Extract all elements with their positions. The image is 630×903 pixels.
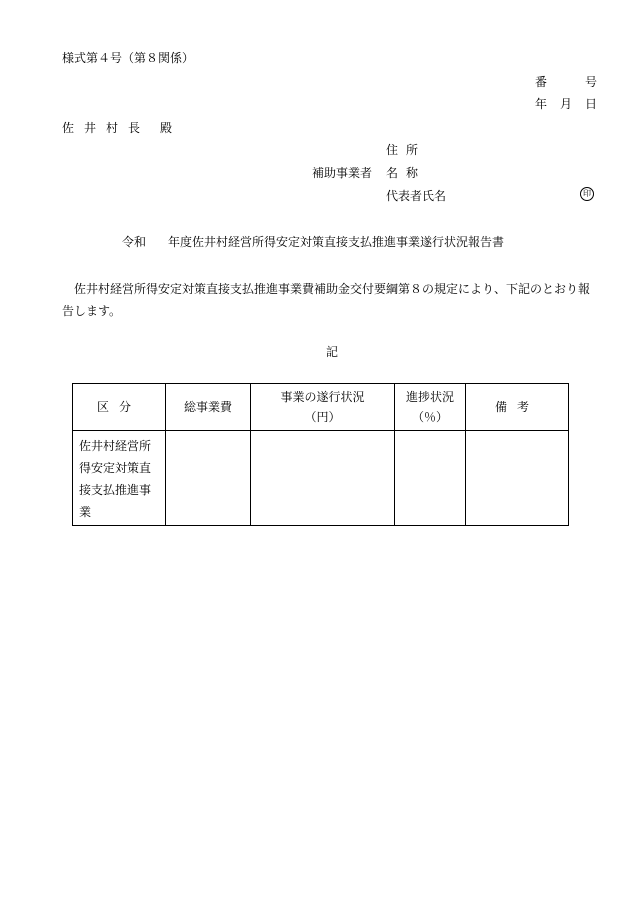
- cell-category: [73, 431, 166, 526]
- header-remarks: 備考: [466, 384, 569, 431]
- applicant-name-label: 名称: [386, 166, 427, 180]
- date-year: 年: [535, 97, 548, 111]
- title-text: 年度佐井村経営所得安定対策直接支払推進事業遂行状況報告書: [168, 235, 505, 249]
- header-progress-line2: （円）: [304, 410, 341, 424]
- category-line: 佐井村経営所: [79, 439, 152, 453]
- seal-mark: 印: [580, 187, 594, 201]
- cell-progress[interactable]: [251, 431, 395, 526]
- header-category: 区分: [73, 384, 166, 431]
- category-line: 接支払推進事: [79, 483, 152, 497]
- representative-label: 代表者氏名: [386, 189, 447, 203]
- document-title: [122, 236, 504, 248]
- header-progress-line1: 事業の遂行状況: [280, 390, 365, 404]
- date-month: 月: [559, 97, 572, 111]
- addressee: [62, 122, 172, 134]
- cell-remarks[interactable]: [466, 431, 569, 526]
- document-number-label: 番: [535, 75, 548, 89]
- document-date: [535, 98, 597, 110]
- document-number: [535, 76, 597, 88]
- addressee-honorific: 殿: [160, 121, 173, 135]
- form-number: 様式第４号（第８関係）: [62, 51, 195, 65]
- table-row: [73, 431, 569, 526]
- cell-progress-rate[interactable]: [395, 431, 466, 526]
- progress-table: [72, 383, 569, 526]
- date-day: 日: [584, 97, 597, 111]
- category-line: 業: [79, 505, 92, 519]
- applicant-type-label: 補助事業者: [312, 166, 373, 180]
- header-progress-rate: [395, 384, 466, 431]
- addressee-name: 佐井村長: [62, 121, 151, 135]
- header-progress-rate-line1: 進捗状況: [405, 390, 454, 404]
- header-total-cost: 総事業費: [166, 384, 251, 431]
- body-paragraph: 佐井村経営所得安定対策直接支払推進事業費補助金交付要綱第８の規定により、下記のとおり報告します。: [62, 282, 591, 318]
- header-progress-rate-line2: （％）: [411, 410, 448, 424]
- header-progress: [251, 384, 395, 431]
- table-header-row: [73, 384, 569, 431]
- document-number-suffix: 号: [584, 75, 597, 89]
- category-line: 得安定対策直: [79, 461, 152, 475]
- note-heading: 記: [326, 345, 339, 359]
- title-era: 令和: [122, 235, 147, 249]
- address-label: 住所: [386, 143, 427, 157]
- cell-total-cost[interactable]: [166, 431, 251, 526]
